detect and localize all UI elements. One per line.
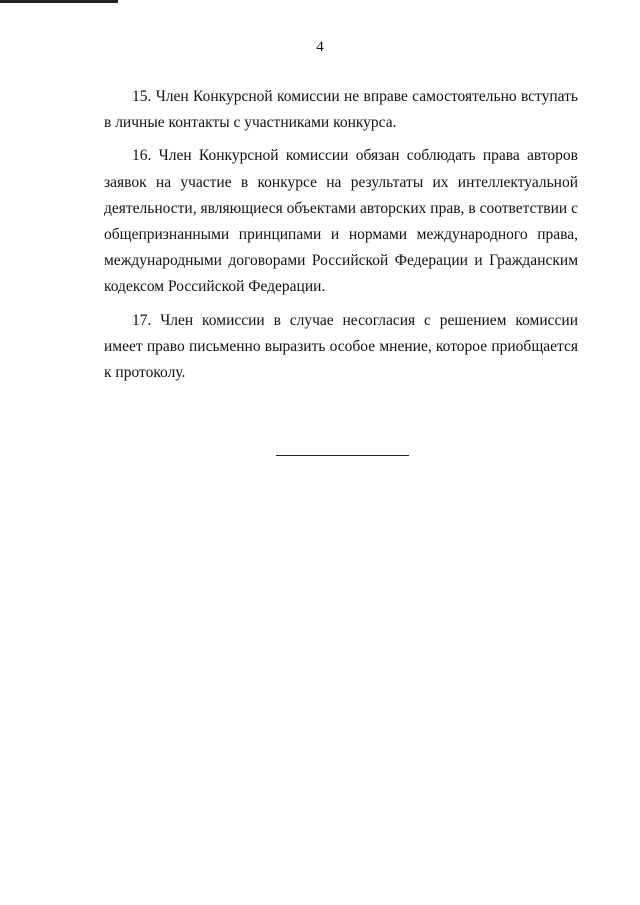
end-of-document-rule	[276, 455, 409, 456]
paragraph-17: 17. Член комиссии в случае несогласия с решением комиссии имеет право письменно выразить особое мнение, которое приобщается к протоколу.	[104, 311, 578, 382]
paragraph-16: 16. Член Конкурсной комиссии обязан соблюдать права авторов заявок на участие в конкурсе на результаты их интеллектуальной деятельности, являющиеся объектами авторских прав, в соответствии с общепризнанными принципами и нормами международного права, международными договорами Российской Федерации и Гражданским кодексом Российской Федерации.	[104, 147, 578, 296]
paragraph-15: 15. Член Конкурсной комиссии не вправе самостоятельно вступать в личные контакты с участниками конкурса.	[104, 88, 578, 132]
scan-corner-line	[0, 0, 118, 3]
document-body	[104, 84, 578, 393]
page-number: 4	[316, 39, 324, 55]
